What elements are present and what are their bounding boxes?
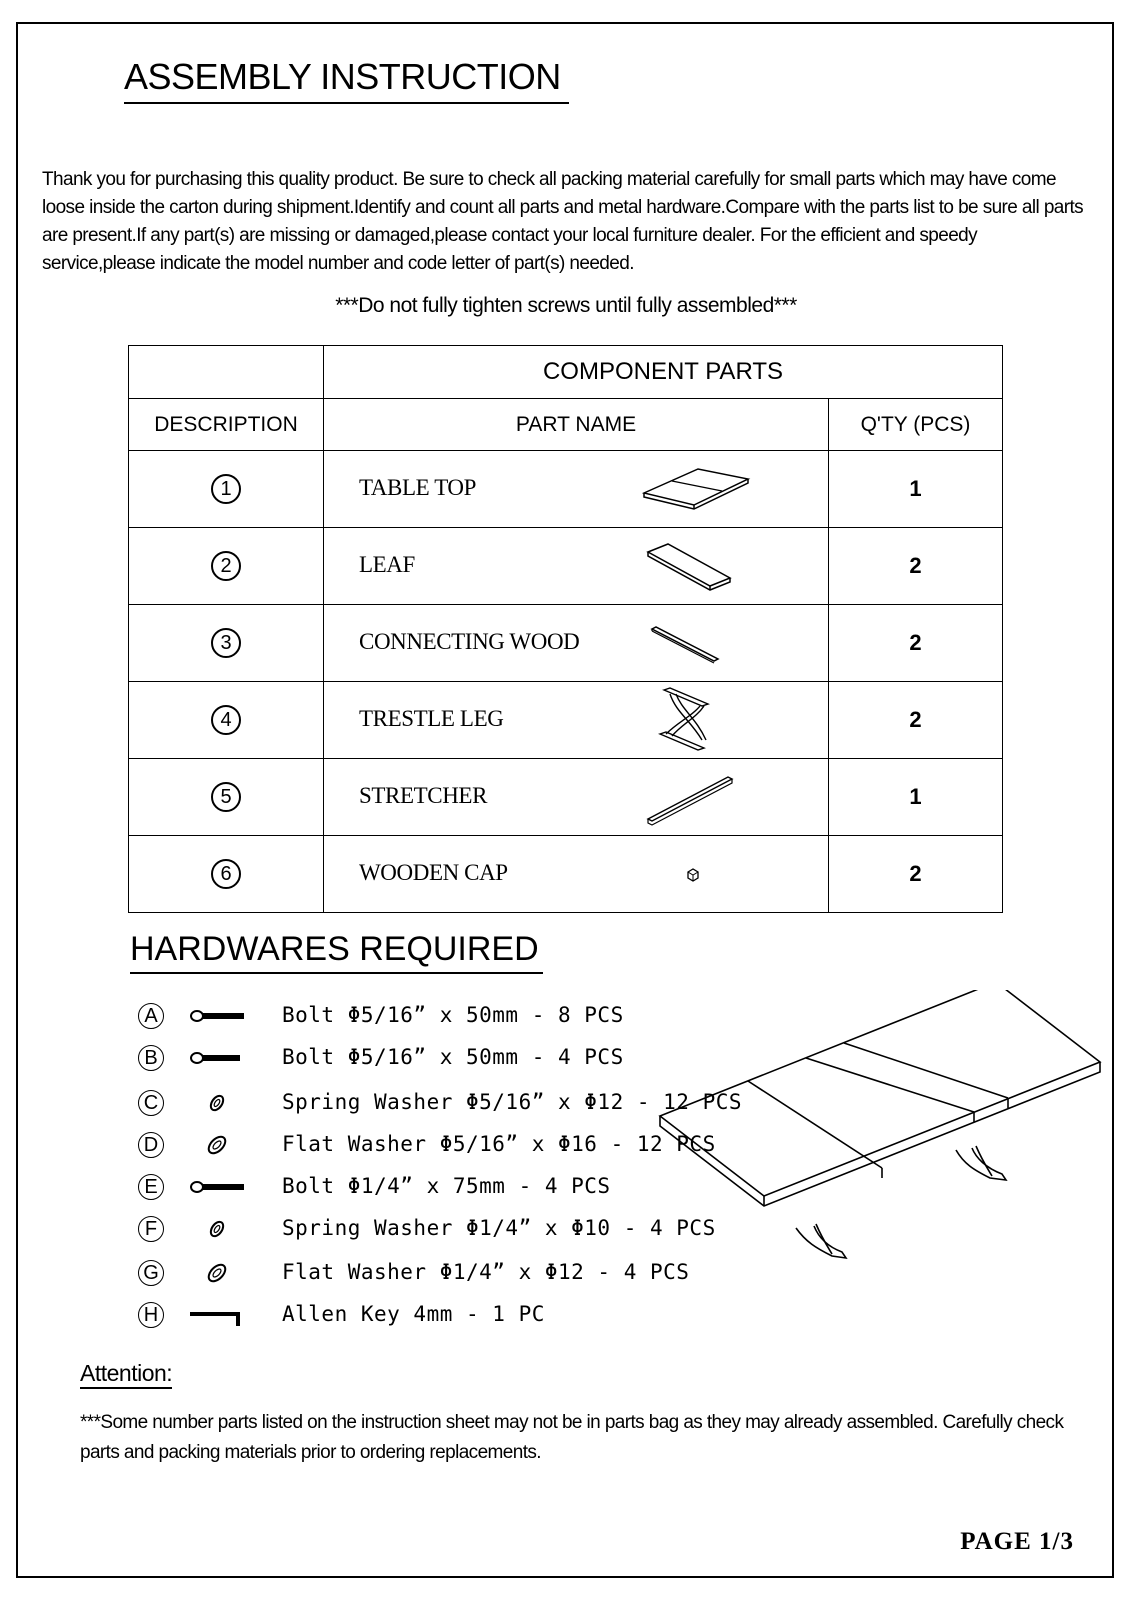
col-part-name: PART NAME [324, 399, 829, 451]
component-parts-table [128, 345, 1003, 913]
page-number: PAGE 1/3 [960, 1528, 1074, 1555]
part-name: LEAF [359, 552, 415, 577]
bolt-icon [190, 1009, 246, 1023]
attention-label: Attention: [80, 1360, 172, 1389]
hardware-description: Bolt Φ5/16” x 50mm - 8 PCS [282, 1003, 624, 1027]
part-name: WOODEN CAP [359, 860, 508, 885]
stretcher-icon [646, 775, 734, 827]
flat-washer-icon [204, 1134, 230, 1156]
hardware-letter: D [138, 1132, 164, 1158]
bolt-icon [190, 1180, 246, 1194]
part-number: 3 [211, 628, 241, 658]
assembled-table-illustration [656, 990, 1116, 1290]
table-row [129, 451, 1003, 528]
hardware-description: Allen Key 4mm - 1 PC [282, 1302, 545, 1326]
hardware-description: Bolt Φ1/4” x 75mm - 4 PCS [282, 1174, 611, 1198]
attention-text: ***Some number parts listed on the instruction sheet may not be in parts bag as they may already assembled. Carefully check parts and packing materials prior to ordering replacements. [80, 1412, 1064, 1463]
flat-washer-icon [204, 1262, 230, 1284]
hardware-letter: C [138, 1090, 164, 1116]
part-name: CONNECTING WOOD [359, 629, 580, 654]
hardware-letter: E [138, 1174, 164, 1200]
table-row [129, 759, 1003, 836]
part-qty: 2 [829, 836, 1003, 913]
hardware-description: Spring Washer Φ1/4” x Φ10 - 4 PCS [282, 1216, 716, 1240]
bolt-icon [190, 1051, 246, 1065]
spring-washer-icon [206, 1092, 228, 1114]
part-number: 5 [211, 782, 241, 812]
leaf-icon [646, 540, 732, 592]
hardware-letter: G [138, 1260, 164, 1286]
part-qty: 1 [829, 759, 1003, 836]
tighten-notice: ***Do not fully tighten screws until fully assembled*** [335, 294, 797, 317]
wooden-cap-icon [686, 868, 700, 882]
hardware-letter: A [138, 1003, 164, 1029]
table-row [129, 605, 1003, 682]
empty-header-cell [129, 346, 324, 399]
part-qty: 2 [829, 682, 1003, 759]
page-title: ASSEMBLY INSTRUCTION [124, 56, 569, 104]
col-qty: Q'TY (PCS) [829, 399, 1003, 451]
trestle-leg-icon [656, 686, 714, 756]
table-row [129, 682, 1003, 759]
table-row [129, 836, 1003, 913]
part-number: 6 [211, 859, 241, 889]
part-number: 4 [211, 705, 241, 735]
part-name: STRETCHER [359, 783, 488, 808]
hardware-description: Flat Washer Φ1/4” x Φ12 - 4 PCS [282, 1260, 690, 1284]
hardware-letter: B [138, 1045, 164, 1071]
hardware-description: Bolt Φ5/16” x 50mm - 4 PCS [282, 1045, 624, 1069]
hardware-description: Spring Washer Φ5/16” x Φ12 - 12 PCS [282, 1090, 743, 1114]
part-qty: 1 [829, 451, 1003, 528]
table-top-icon [642, 465, 752, 513]
table-title: COMPONENT PARTS [324, 346, 1003, 399]
hardware-title: HARDWARES REQUIRED [130, 930, 543, 974]
hardware-letter: H [138, 1302, 164, 1328]
part-number: 1 [211, 474, 241, 504]
col-description: DESCRIPTION [129, 399, 324, 451]
table-row [129, 528, 1003, 605]
part-qty: 2 [829, 528, 1003, 605]
connecting-wood-icon [650, 625, 720, 665]
allen-key-icon [188, 1310, 244, 1328]
part-number: 2 [211, 551, 241, 581]
part-name: TRESTLE LEG [359, 706, 504, 731]
part-name: TABLE TOP [359, 475, 477, 500]
part-qty: 2 [829, 605, 1003, 682]
spring-washer-icon [206, 1218, 228, 1240]
hardware-letter: F [138, 1216, 164, 1242]
intro-paragraph: Thank you for purchasing this quality product. Be sure to check all packing material carefully for small parts which may have come loose inside the carton during shipment.Identify and count all parts and metal hardware.Compare with the parts list to be sure all parts are present.If any part(s) are missing or damaged,please contact your local furniture dealer. For the efficient and speedy service,please indicate the model number and code letter of part(s) needed. [42, 169, 1084, 274]
hardware-description: Flat Washer Φ5/16” x Φ16 - 12 PCS [282, 1132, 716, 1156]
